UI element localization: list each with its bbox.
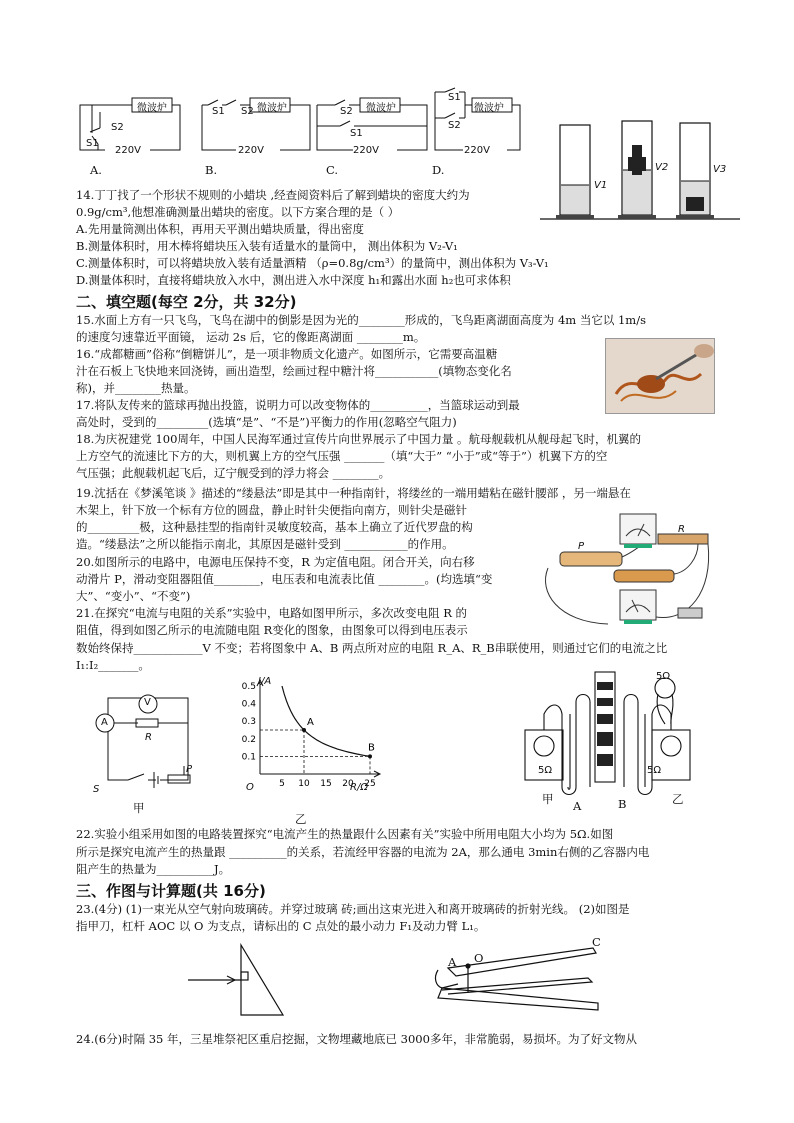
clipper-label-o: O [474,951,484,965]
q22-top-resistor-label: 5Ω [656,671,671,682]
graph-caption: 乙 [295,812,307,826]
graph-x-tick: 10 [298,779,310,789]
q22-line-1: 22.实验小组采用如图的电路装置探究“电流产生的热量跟什么因素有关”实验中所用电阻大小均为 5Ω.如图 [76,827,614,841]
graph-y-tick: 0.2 [241,734,256,745]
option-a: A. [90,163,102,177]
jia-ammeter-label: A [101,717,108,728]
q16-line-2: 汁在石板上飞快地来回浇铸，画出造型，绘画过程中糖汁将___________(填物态变化名 [76,364,512,378]
graph-y-tick: 0.3 [241,717,256,728]
cylinder-label-v3: V3 [713,164,727,175]
q22-jia-label: 甲 [542,792,554,806]
q14-stem-2: 0.9g/cm³,他想准确测量出蜡块的密度。以下方案合理的是（ ） [76,205,400,219]
q22-left-resistor-label: 5Ω [538,765,553,776]
q16-line-3: 称)，并________热量。 [76,381,196,395]
clipper-label-a: A [448,955,457,969]
graph-x-tick: 15 [320,779,332,789]
option-b: B. [205,163,218,177]
q21-line-2: 阻值，得到如图乙所示的电流随电阻 R变化的图象，由图象可以得到电压表示 [76,623,468,637]
q18-line-3: 气压强；此舰载机起飞后，辽宁舰受到的浮力将会 ________。 [76,466,391,480]
section-3-heading: 三、作图与计算题(共 16分) [76,882,266,900]
option-c: C. [326,163,339,177]
power-label-b: 220V [238,145,264,156]
graph-x-tick: 25 [364,779,376,789]
graph-y-tick: 0.4 [241,699,256,710]
power-label-d: 220V [464,145,490,156]
q18-line-2: 上方空气的流速比下方的大，则机翼上方的空气压强 _______（填“大于” “小于”或“等于”）机翼下方的空 [76,449,608,463]
glass-brick-figure [183,940,303,1020]
q20-line-3: 大”、“变小”、“不变”) [76,589,191,603]
sugar-painting-photo [605,338,715,414]
graph-origin: O [246,782,254,793]
graph-point [368,754,372,758]
graph-y-tick: 0.1 [241,752,256,763]
q14-option-b: B.测量体积时，用木棒将蜡块压入装有适量水的量筒中， 测出体积为 V₂-V₁ [76,239,458,253]
graph-y-tick: 0.5 [241,682,256,692]
q21-line-4: I₁:I₂_______。 [76,658,150,672]
jia-resistor-label: R [145,732,152,743]
q15-line-1: 15.水面上方有一只飞鸟，飞鸟在湖中的倒影是因为光的________形成的，飞鸟距离湖面高度为 4m 当它以 1m/s [76,313,646,327]
q19-line-4: 造。“缕悬法”之所以能指示南北，其原因是磁针受到 ___________的作用。 [76,537,454,551]
graph-curve [282,686,370,756]
oven-label-d: 微波炉 [474,103,504,114]
switch-label-s2-b: S2 [241,106,254,117]
q22-line-3: 阻产生的热量为__________J。 [76,862,231,876]
q22-right-resistor-label: 5Ω [647,765,662,776]
clipper-label-c: C [592,935,601,949]
q20-line-2: 动滑片 P，滑动变阻器阻值________，电压表和电流表比值 ________。(均选填“变 [76,572,493,586]
q20-label-r: R [678,524,685,535]
q14-option-c: C.测量体积时，可以将蜡块放入装有适量酒精 （ρ=0.8g/cm³）的量筒中，测出体积为 V₃-V₁ [76,256,549,270]
q14-stem-1: 14.丁丁找了一个形状不规则的小蜡块 ,经查阅资料后了解到蜡块的密度大约为 [76,188,470,202]
q16-line-1: 16.“成都糖画”俗称“倒糖饼儿”，是一项非物质文化遗产。如图所示，它需要高温糖 [76,347,498,361]
q21-line-1: 21.在探究“电流与电阻的关系”实验中，电路如图甲所示，多次改变电阻 R 的 [76,606,468,620]
graph-point-b-label: B [368,742,375,754]
q14-option-d: D.测量体积时，直接将蜡块放入水中，测出进入水中深度 h₁和露出水面 h₂也可求体积 [76,273,511,287]
cylinder-label-v2: V2 [655,162,669,173]
q21-line-3: 数始终保持____________V 不变；若将图象中 A、B 两点所对应的电阻 R_A、R_B串联使用，则通过它们的电流之比 [76,641,668,655]
q22-a-label: A [573,799,582,813]
q23-line-2: 指甲刀，杠杆 AOC 以 O 为支点，请标出的 C 点处的最小动力 F₁及动力臂 L₁。 [76,919,486,933]
graph-x-tick: 20 [342,779,354,789]
q15-line-2: 的速度匀速靠近平面镜， 运动 2s 后，它的像距离湖面 ________m。 [76,330,426,344]
option-d: D. [432,163,445,177]
switch-label-s1-a: S1 [86,138,99,149]
switch-label-s2-d: S2 [448,120,461,131]
graph-x-label: R/Ω [350,782,368,793]
q19-line-2: 木架上，针下放一个标有方位的圆盘，静止时针尖便指向南方，则针尖是磁针 [76,503,467,517]
circuit-jia [88,690,218,790]
q23-line-1: 23.(4分) (1)一束光从空气射向玻璃砖。并穿过玻璃 砖;画出这束光进入和离开玻璃砖的折射光线。 (2)如图是 [76,902,630,916]
q22-line-2: 所示是探究电流产生的热量跟 __________的关系，若流经甲容器的电流为 2A，那么通电 3min右侧的乙容器内电 [76,845,650,859]
cylinder-label-v1: V1 [594,180,608,191]
q22-yi-label: 乙 [672,792,684,806]
jia-slider-label: P [186,764,193,775]
section-2-heading: 二、填空题(每空 2分，共 32分) [76,293,297,311]
switch-label-s1-b: S1 [212,106,225,117]
power-label-a: 220V [115,145,141,156]
q22-apparatus-figure [520,662,710,802]
jia-voltmeter-label: V [144,697,151,708]
q18-line-1: 18.为庆祝建党 100周年，中国人民海军通过宣传片向世界展示了中国力量 。航母舰载机从舰母起飞时，机翼的 [76,432,642,446]
q24-line-1: 24.(6分)时隔 35 年，三星堆祭祀区重启挖掘，文物埋藏地底已 3000多年，非常脆弱，易损坏。为了好文物从 [76,1032,637,1046]
q22-b-label: B [618,797,627,811]
q20-apparatus-figure [548,512,718,632]
q20-line-1: 20.如图所示的电路中，电源电压保持不变，R 为定值电阻。闭合开关，向右移 [76,555,475,569]
power-label-c: 220V [353,145,379,156]
q14-option-a: A.先用量筒测出体积，再用天平测出蜡块质量，得出密度 [76,222,364,236]
oven-label-c: 微波炉 [366,103,396,114]
switch-label-s2-c: S2 [340,106,353,117]
graph-point-a-label: A [307,717,314,728]
graph-point [302,728,306,732]
switch-label-s2-a: S2 [111,122,124,133]
jia-caption: 甲 [133,801,145,815]
graph-x-tick: 5 [279,779,285,789]
oven-label-a: 微波炉 [137,103,167,114]
oven-label-b: 微波炉 [257,103,287,114]
graph-y-label: I/A [258,676,272,687]
q17-line-2: 高处时，受到的_________(选填“是”、“不是”)平衡力的作用(忽略空气阻力) [76,415,457,429]
nail-clipper-figure [428,938,628,1018]
q19-line-3: 的_________极，这种悬挂型的指南针灵敏度较高，基本上确立了近代罗盘的构 [76,520,473,534]
q20-label-p: P [578,541,585,552]
switch-label-s1-c: S1 [350,128,363,139]
jia-switch-label: S [93,784,100,795]
q19-line-1: 19.沈括在《梦溪笔谈 》描述的“缕悬法”即是其中一种指南针，将缕丝的一端用蜡粘在磁针腰部 ，另一端悬在 [76,486,631,500]
q17-line-1: 17.将队友传来的篮球再抛出投篮，说明力可以改变物体的__________，当篮球运动到最 [76,398,520,412]
switch-label-s1-d: S1 [448,92,461,103]
